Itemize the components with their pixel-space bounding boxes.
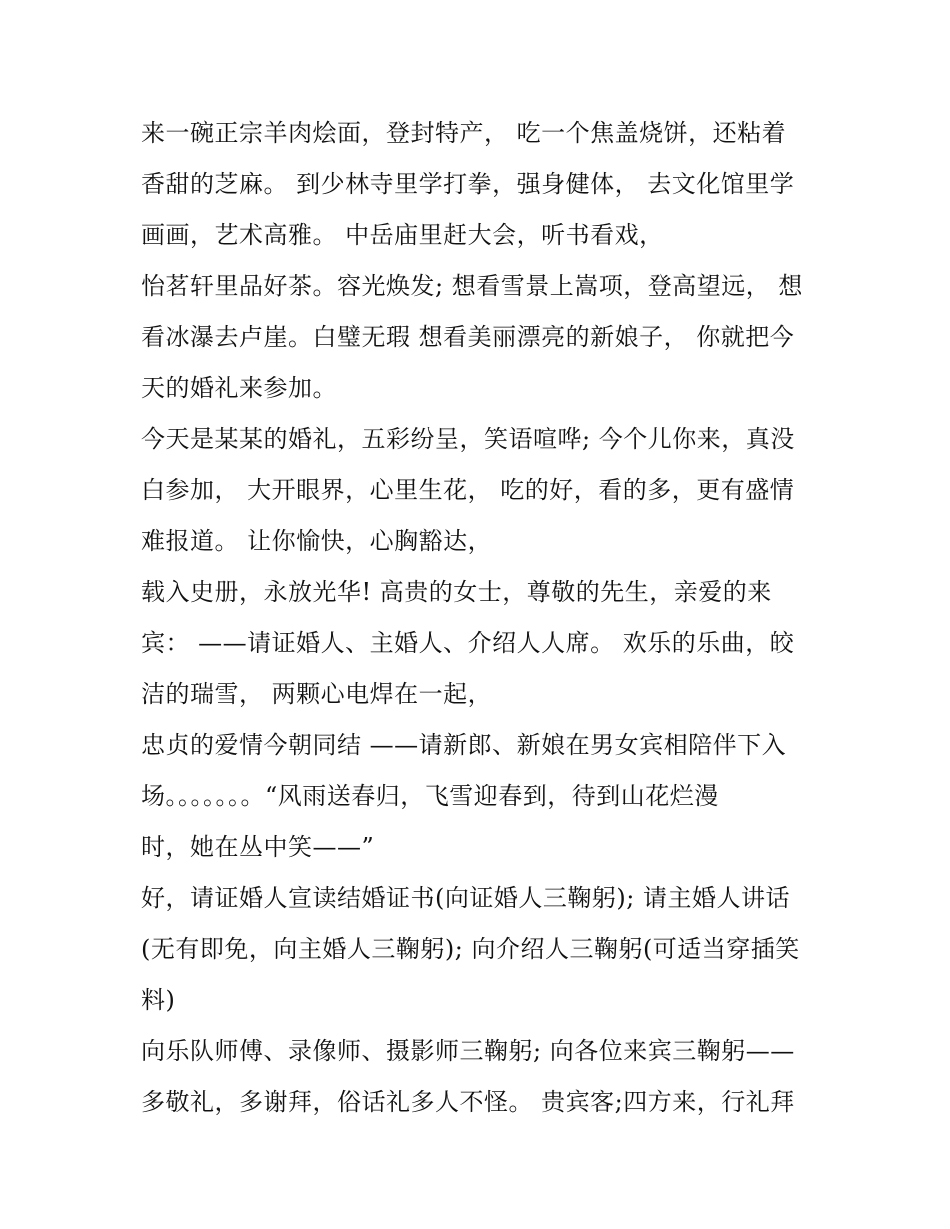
text-line: 时，她在丛中笑——” [141,833,375,861]
text-line: 料) [141,986,176,1014]
text-line: 香甜的芝麻。 到少林寺里学打拳，强身健体， 去文化馆里学 [141,170,795,198]
text-line: 场。。。。。。。“风雨送春归，飞雪迎春到，待到山花烂漫 [141,782,719,810]
text-line: 天的婚礼来参加。 [141,374,337,402]
text-line: 来一碗正宗羊肉烩面，登封特产， 吃一个焦盖烧饼，还粘着 [141,119,787,147]
text-line: 忠贞的爱情今朝同结 ——请新郎、新娘在男女宾相陪伴下入 [141,731,787,759]
text-line: 向乐队师傅、录像师、摄影师三鞠躬; 向各位来宾三鞠躬—— [141,1037,795,1065]
text-line: 今天是某某的婚礼，五彩纷呈，笑语喧哗; 今个儿你来，真没 [141,425,795,453]
text-line: (无有即免，向主婚人三鞠躬); 向介绍人三鞠躬(可适当穿插笑 [141,935,800,963]
text-line: 多敬礼，多谢拜，俗话礼多人不怪。 贵宾客;四方来，行礼拜 [141,1088,795,1116]
document-body [141,108,821,1128]
text-line: 载入史册，永放光华! 高贵的女士，尊敬的先生，亲爱的来 [141,578,772,606]
text-line: 看冰瀑去卢崖。白璧无瑕 想看美丽漂亮的新娘子， 你就把今 [141,323,795,351]
text-line: 宾： ——请证婚人、主婚人、介绍人人席。 欢乐的乐曲，皎 [141,629,795,657]
text-line: 怡茗轩里品好茶。容光焕发; 想看雪景上嵩项，登高望远， 想 [141,272,803,300]
text-line: 白参加， 大开眼界，心里生花， 吃的好，看的多，更有盛情 [141,476,795,504]
text-line: 难报道。 让你愉快，心胸豁达， [141,527,493,555]
text-line: 画画，艺术高雅。 中岳庙里赶大会，听书看戏， [141,221,664,249]
text-line: 好，请证婚人宣读结婚证书(向证婚人三鞠躬); 请主婚人讲话 [141,884,790,912]
text-line: 洁的瑞雪， 两颗心电焊在一起， [141,680,493,708]
